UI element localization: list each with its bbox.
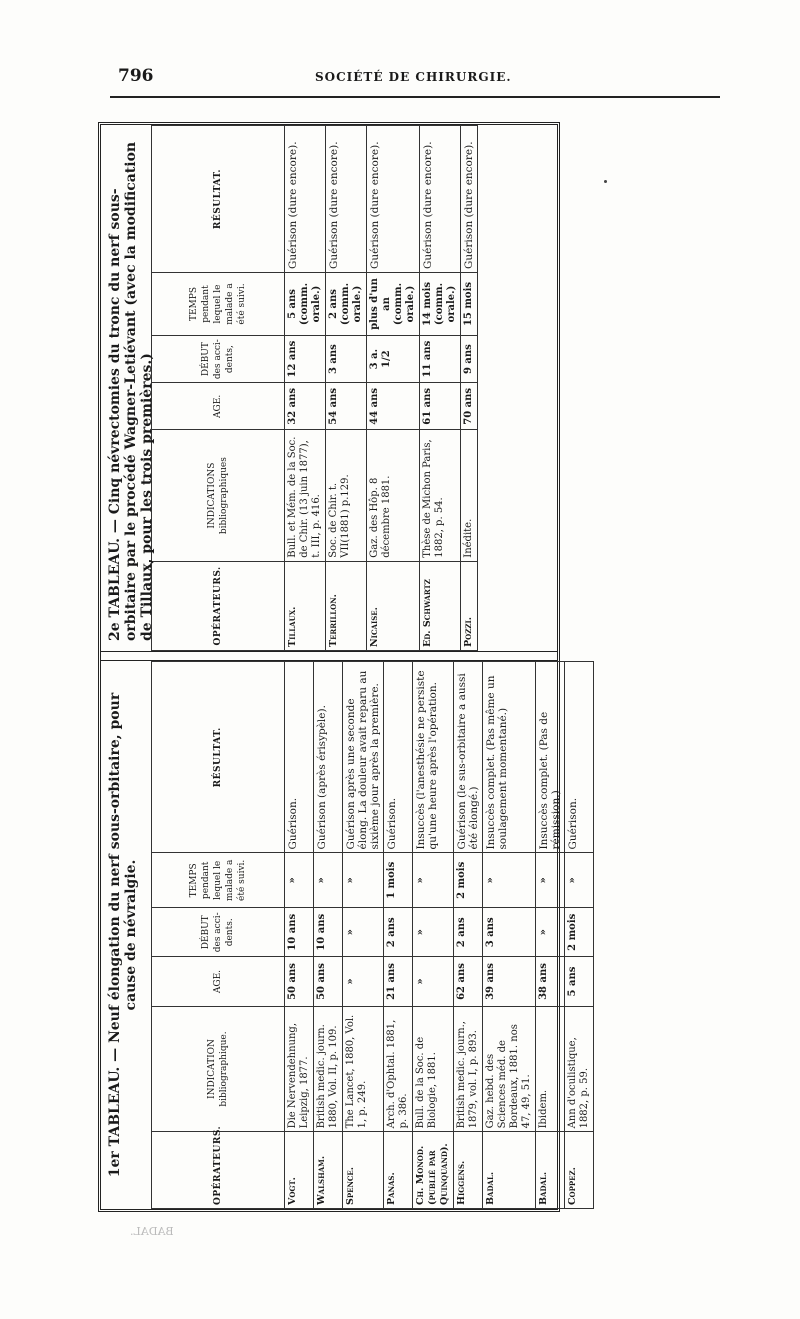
page-header — [110, 62, 720, 102]
table-cell: 5 ans — [565, 957, 594, 1006]
table-cell: Bull. et Mém. de la Soc. de Chir. (13 juin 1877), t. III, p. 416. — [285, 430, 326, 561]
table-cell: » — [314, 853, 343, 908]
header-rule — [110, 96, 720, 98]
table-cell: 3 a. 1/2 — [367, 336, 420, 383]
table-row — [326, 126, 367, 651]
table-cell: Walsham. — [314, 1132, 343, 1209]
table2-panel — [101, 125, 557, 651]
table-cell: 12 ans — [285, 336, 326, 383]
table-cell: Higgens. — [454, 1132, 483, 1209]
table-cell: Gaz. des Hôp. 8 décembre 1881. — [367, 430, 420, 561]
table-cell: Badal. — [483, 1132, 536, 1209]
table-cell: Insuccès complet. (Pas de rémission.) — [536, 662, 565, 854]
table2-header-cell: OPÉRATEURS. — [152, 561, 285, 650]
table-cell: 39 ans — [483, 957, 536, 1006]
table-cell: 2 mois — [565, 908, 594, 957]
table-cell: Vogt. — [285, 1132, 314, 1209]
table-row — [454, 662, 483, 1209]
table-cell: » — [413, 908, 454, 957]
table-cell: Guérison. — [384, 662, 413, 854]
table-cell: 1 mois — [384, 853, 413, 908]
table-cell: Guérison (dure encore). — [326, 126, 367, 273]
table-cell: Pozzi. — [461, 561, 478, 650]
table1-body — [285, 662, 594, 1209]
table-row — [420, 126, 461, 651]
table-cell: 70 ans — [461, 383, 478, 430]
table-cell: 10 ans — [314, 908, 343, 957]
table2-body — [285, 126, 478, 651]
table-cell: Guérison (après érisypèle). — [314, 662, 343, 854]
table-cell: 50 ans — [285, 957, 314, 1006]
table-row — [285, 662, 314, 1209]
table-cell: Nicaise. — [367, 561, 420, 650]
column-separator — [101, 651, 557, 661]
table-row — [483, 662, 536, 1209]
table-cell: » — [565, 853, 594, 908]
table-cell: Ed. Schwartz — [420, 561, 461, 650]
table-cell: British medic. journ. 1880, Vol. II, p. 109. — [314, 1006, 343, 1132]
table2-header-cell: AGE. — [152, 383, 285, 430]
table-cell: Arch. d'Ophtal. 1881, p. 386. — [384, 1006, 413, 1132]
table-cell: » — [413, 853, 454, 908]
table-cell: » — [285, 853, 314, 908]
table1-header-cell: AGE. — [152, 957, 285, 1006]
table2-header-cell: INDICATIONS bibliographiques — [152, 430, 285, 561]
table2-header-cell: TEMPS pendant lequel le malade a été suivi. — [152, 273, 285, 336]
table1-header-cell: RÉSULTAT. — [152, 662, 285, 854]
page-number: 796 — [118, 66, 154, 86]
table-row — [367, 126, 420, 651]
table-cell: 2 ans — [454, 908, 483, 957]
table1-header-cell: DÉBUT des acci-dents. — [152, 908, 285, 957]
table-cell: Die Nervendehnung, Leipzig, 1877. — [285, 1006, 314, 1132]
table-row — [314, 662, 343, 1209]
table-cell: 10 ans — [285, 908, 314, 957]
table-row — [536, 662, 565, 1209]
table-cell: plus d'un an (comm. orale.) — [367, 273, 420, 336]
table1-header-cell: TEMPS pendant lequel le malade a été suivi. — [152, 853, 285, 908]
table-cell: Ch. Monod. (publié par Quinquand). — [413, 1132, 454, 1209]
table-cell: 32 ans — [285, 383, 326, 430]
table-cell: 21 ans — [384, 957, 413, 1006]
table-cell: 54 ans — [326, 383, 367, 430]
table2 — [151, 125, 478, 651]
table2-header-cell: DÉBUT des acci-dents, — [152, 336, 285, 383]
table1-panel — [101, 661, 590, 1209]
table-cell: 5 ans (comm. orale.) — [285, 273, 326, 336]
table-cell: » — [343, 908, 384, 957]
table-row — [565, 662, 594, 1209]
table-cell: Bull. de la Soc. de Biologie, 1881. — [413, 1006, 454, 1132]
table-cell: Guérison. — [285, 662, 314, 854]
ink-dot — [604, 180, 607, 183]
table-cell: Guérison (dure encore). — [461, 126, 478, 273]
tables-frame — [98, 122, 590, 1212]
table-cell: Guérison (dure encore). — [420, 126, 461, 273]
table-cell: Insuccès (l'anesthésie ne persiste qu'une heure après l'opération. — [413, 662, 454, 854]
running-title: SOCIÉTÉ DE CHIRURGIE. — [315, 70, 512, 84]
table-cell: The Lancet, 1880, Vol. 1, p. 249. — [343, 1006, 384, 1132]
table-cell: Spence. — [343, 1132, 384, 1209]
table-cell: » — [536, 908, 565, 957]
table-cell: 38 ans — [536, 957, 565, 1006]
table-cell: Guérison (dure encore). — [285, 126, 326, 273]
table-cell: 15 mois — [461, 273, 478, 336]
table1-header-cell: OPÉRATEURS. — [152, 1132, 285, 1209]
table-cell: Guérison. — [565, 662, 594, 854]
table-cell: » — [343, 957, 384, 1006]
table2-header-cell: RÉSULTAT. — [152, 126, 285, 273]
table-cell: 3 ans — [483, 908, 536, 957]
table-row — [343, 662, 384, 1209]
table-cell: Panas. — [384, 1132, 413, 1209]
table-cell: » — [413, 957, 454, 1006]
table-cell: » — [343, 853, 384, 908]
table-cell: 50 ans — [314, 957, 343, 1006]
table-cell: Thèse de Michon Paris, 1882, p. 54. — [420, 430, 461, 561]
table-cell: Inédite. — [461, 430, 478, 561]
table-cell: British medic. journ., 1879, vol. I, p. 893. — [454, 1006, 483, 1132]
table1-header-row — [152, 662, 285, 1209]
table-cell: 44 ans — [367, 383, 420, 430]
table-cell: 62 ans — [454, 957, 483, 1006]
table-row — [285, 126, 326, 651]
table-cell: 3 ans — [326, 336, 367, 383]
table-row — [461, 126, 478, 651]
table-cell: Badal. — [536, 1132, 565, 1209]
table2-header-row — [152, 126, 285, 651]
table-cell: Ann d'oculistique, 1882, p. 59. — [565, 1006, 594, 1132]
table-cell: Guérison après une seconde élong. La douleur avait reparu au sixième jour après la première. — [343, 662, 384, 854]
table-cell: 11 ans — [420, 336, 461, 383]
table1 — [151, 661, 594, 1209]
table-row — [413, 662, 454, 1209]
table1-title: 1er TABLEAU. — Neuf élongation du nerf sous-orbitaire, pour cause de névralgie. — [107, 692, 139, 1178]
table-cell: Gaz. hebd. des Sciences méd. de Bordeaux, 1881. nos 47, 49, 51. — [483, 1006, 536, 1132]
table-cell: 61 ans — [420, 383, 461, 430]
table-row — [384, 662, 413, 1209]
table-cell: 14 mois (comm. orale.) — [420, 273, 461, 336]
mirror-mark: BADAL. — [130, 1225, 174, 1238]
table2-title: 2e TABLEAU. — Cinq névrectomies du tronc du nerf sous-orbitaire par le procédé Wagner-Letiévant (avec la modification de Tillaux, pour les trois premières.) — [107, 141, 155, 641]
rotated-table-area — [98, 122, 590, 1212]
table-cell: Guérison (dure encore). — [367, 126, 420, 273]
table-cell: Guérison (le sus-orbitaire a aussi été élongé.) — [454, 662, 483, 854]
table-cell: 2 ans — [384, 908, 413, 957]
table-cell: » — [483, 853, 536, 908]
table-cell: » — [536, 853, 565, 908]
table-cell: Coppez. — [565, 1132, 594, 1209]
table-cell: Ibidem. — [536, 1006, 565, 1132]
table-cell: Terrillon. — [326, 561, 367, 650]
table-cell: 2 mois — [454, 853, 483, 908]
table-cell: 9 ans — [461, 336, 478, 383]
table-cell: Tillaux. — [285, 561, 326, 650]
table1-header-cell: INDICATION bibliographique. — [152, 1006, 285, 1132]
table-cell: 2 ans (comm. orale.) — [326, 273, 367, 336]
table-cell: Soc. de Chir. t. VII(1881) p.129. — [326, 430, 367, 561]
table-cell: Insuccès complet. (Pas même un soulagement momentané.) — [483, 662, 536, 854]
